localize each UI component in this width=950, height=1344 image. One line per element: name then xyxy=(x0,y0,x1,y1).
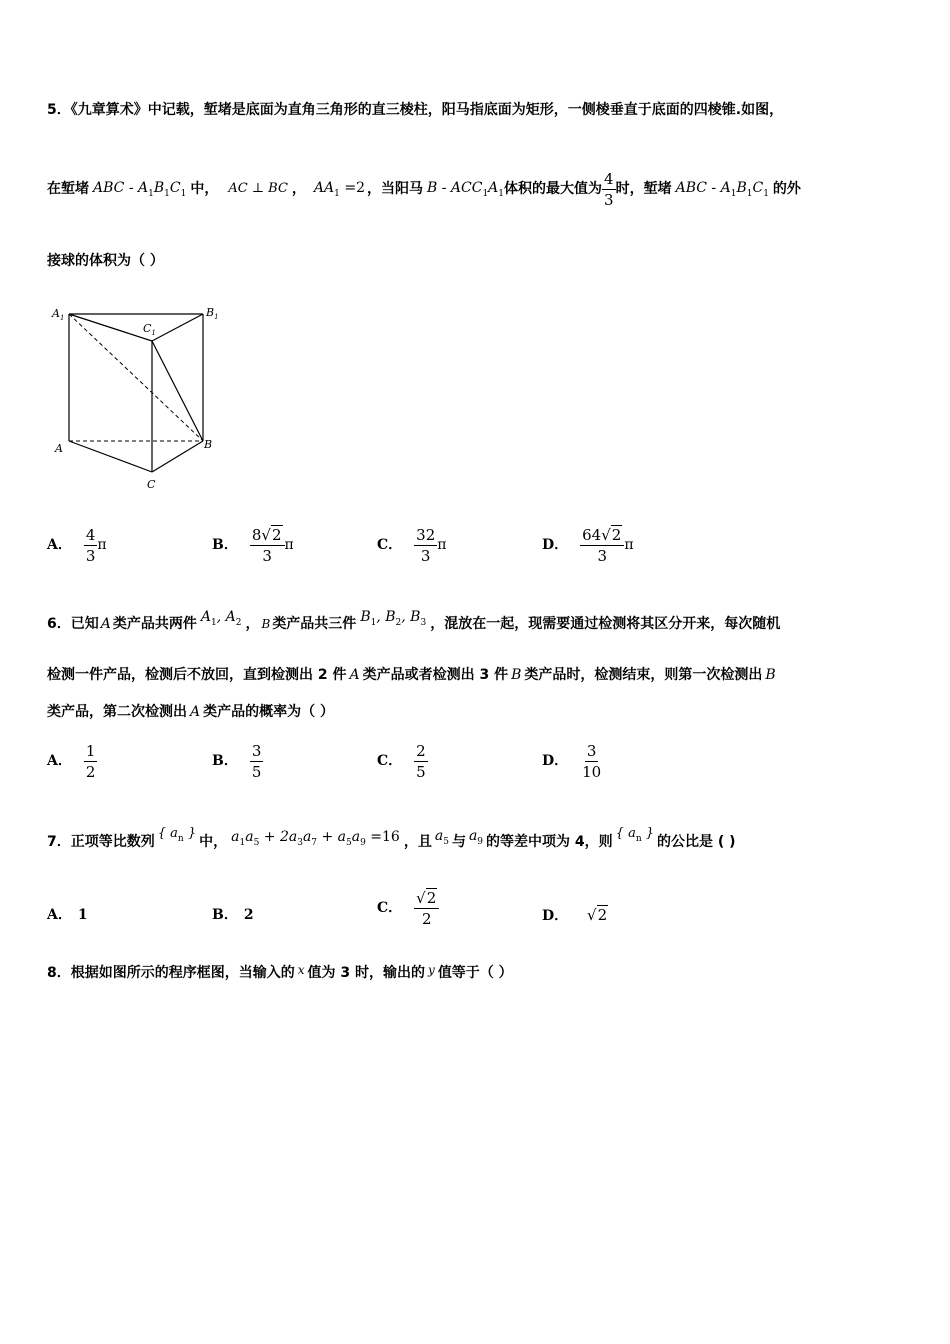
edge-a1b-hidden xyxy=(69,314,203,441)
q6-line1: 6． 已知 A 类产品共两件 $A_1$, $A_2$ ， B 类产品共三件 $B_1$, $B_2$, $B_3$ ，混放在一起，现需要通过检测将其区分开来，每次随机 xyxy=(47,609,781,632)
q5-option-a[interactable]: A． $\frac{4}{3}$ π xyxy=(47,525,107,565)
label-c1: $C_1$ xyxy=(143,322,156,337)
q5-line2: 在堑堵 ABC - $A_1B_1C_1$ 中， AC ⊥ BC ， $AA_1 =2$ ，当阳马 B - $ACC_1A_1$ 体积的最大值为 $\frac{4}{3}$ 时，堑堵 ABC - $A_1B_1C_1$ 的外 xyxy=(47,169,801,209)
label-c: C xyxy=(147,478,156,491)
edge-c1b1 xyxy=(152,314,203,341)
q6-option-c[interactable]: C． $\frac{2}{5}$ xyxy=(377,741,426,781)
q6-line2: 检测一件产品，检测后不放回，直到检测出 2 件 A 类产品或者检测出 3 件 B 类产品时，检测结束，则第一次检测出 B xyxy=(47,667,776,683)
q8-line1: 8．根据如图所示的程序框图，当输入的 x 值为 3 时，输出的 y 值等于（ ） xyxy=(47,963,513,981)
q7-line1: 7． 正项等比数列 { $a_n$ } 中， $a_1a_5 + 2a_3a_7 + a_5a_9 =16$ ，且 $a_5$ 与 $a_9$ 的等差中项为 4，则 { $a_n$ } 的公比是 ( ) xyxy=(47,825,736,850)
q7-option-d[interactable]: D． √2 xyxy=(542,906,608,924)
edge-ac xyxy=(69,441,152,472)
edge-cb xyxy=(152,441,203,472)
fraction-4-3: $\frac{4}{3}$ xyxy=(604,169,614,209)
q5-option-d[interactable]: D． $\frac{64√2}{3}$ π xyxy=(542,525,634,565)
q6-option-a[interactable]: A． $\frac{1}{2}$ xyxy=(47,741,96,781)
edge-a1c1 xyxy=(69,314,152,341)
q7-option-a[interactable]: A． 1 xyxy=(47,907,88,923)
q5-line3: 接球的体积为（ ） xyxy=(47,253,164,269)
q5-option-b[interactable]: B． $\frac{8√2}{3}$ π xyxy=(212,525,294,565)
prism-figure xyxy=(45,300,235,500)
q6-option-d[interactable]: D． $\frac{3}{10}$ xyxy=(542,741,602,781)
q7-option-b[interactable]: B． 2 xyxy=(212,907,254,923)
label-a1: $A_1$ xyxy=(52,307,65,322)
label-b1: $B_1$ xyxy=(206,306,219,321)
label-b: B xyxy=(204,438,213,451)
q6-option-b[interactable]: B． $\frac{3}{5}$ xyxy=(212,741,262,781)
label-a: A xyxy=(55,442,63,455)
q5-line1: 5．《九章算术》中记载，堑堵是底面为直角三角形的直三棱柱，阳马指底面为矩形，一侧棱垂直于底面的四棱锥.如图， xyxy=(47,102,784,118)
q6-line3: 类产品，第二次检测出 A 类产品的概率为（ ） xyxy=(47,704,334,720)
q7-option-c[interactable]: C． $\frac{√2}{2}$ xyxy=(377,886,439,930)
edge-c1b xyxy=(152,341,203,441)
q5-option-c[interactable]: C． $\frac{32}{3}$ π xyxy=(377,525,447,565)
